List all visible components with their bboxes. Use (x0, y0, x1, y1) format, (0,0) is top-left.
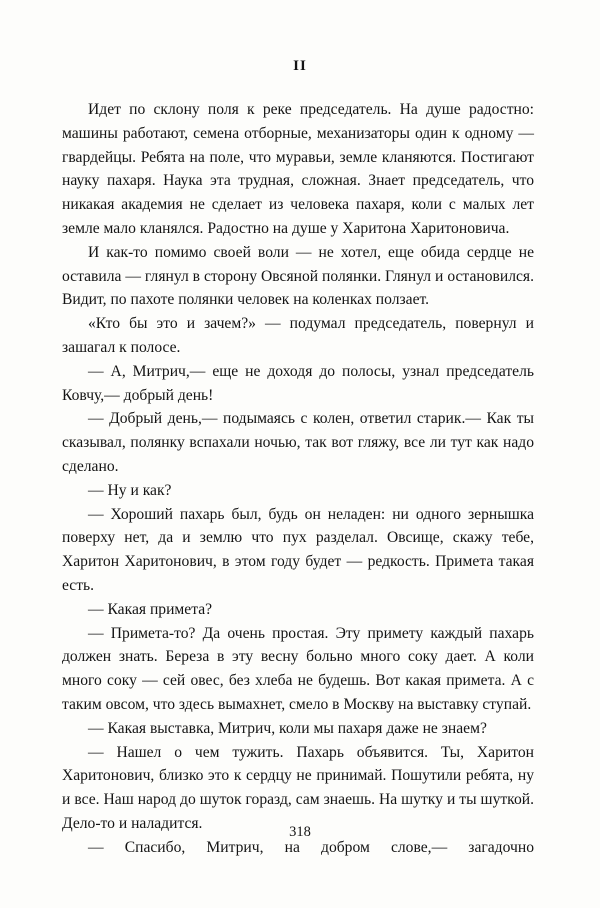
paragraph: — Примета-то? Да очень простая. Эту примету каждый пахарь должен знать. Береза в эту весну больно много соку дает. А коли много соку — сей овес, без хлеба не будешь. Вот какая примета. А с таким овсом, что здесь вымахнет, смело в Москву на выставку ступай. (62, 624, 534, 713)
paragraph: — А, Митрич,— еще не доходя до полосы, узнал председатель Ковчу,— добрый день! (62, 362, 534, 404)
paragraph: — Хороший пахарь был, будь он неладен: ни одного зернышка поверху нет, да и землю что пух разделал. Овсище, скажу тебе, Харитон Харитонович, в этом году будет — редкость. Примета такая есть. (62, 505, 534, 594)
paragraph: — Какая выставка, Митрич, коли мы пахаря даже не знаем? (88, 719, 487, 737)
chapter-heading: II (293, 58, 307, 74)
paragraph: — Нашел о чем тужить. Пахарь объявится. Ты, Харитон Харитонович, близко это к сердцу не принимай. Пошутили ребята, ну и все. Наш народ до шуток горазд, сам знаешь. На шутку и ты шуткой. Дело-то и наладится. (62, 743, 534, 832)
page-number: 318 (289, 824, 311, 840)
paragraph: — Ну и как? (88, 481, 172, 499)
paragraph: «Кто бы это и зачем?» — подумал председатель, повернул и зашагал к полосе. (62, 315, 534, 356)
body-text (62, 98, 534, 860)
paragraph-continued: — Спасибо, Митрич, на добром слове,— загадочно (88, 838, 534, 856)
paragraph: Идет по склону поля к реке председатель. На душе радостно: машины работают, семена отборные, механизаторы один к одному — гвардейцы. Ребята на поле, что муравьи, земле кланяются. Постигают науку пахаря. Наука эта трудная, сложная. Знает председатель, что никакая академия не сделает из человека пахаря, коли с малых лет земле мало кланялся. Радостно на душе у Харитона Харитоновича. (62, 101, 534, 237)
paragraph: — Добрый день,— подымаясь с колен, ответил старик.— Как ты сказывал, полянку вспахали ночью, так вот гляжу, все ли тут как надо сделано. (62, 410, 534, 475)
paragraph: И как-то помимо своей воли — не хотел, еще обида сердце не оставила — глянул в сторону Овсяной полянки. Глянул и остановился. Видит, по пахоте полянки человек на коленках ползает. (62, 243, 534, 309)
paragraph: — Какая примета? (88, 600, 213, 618)
